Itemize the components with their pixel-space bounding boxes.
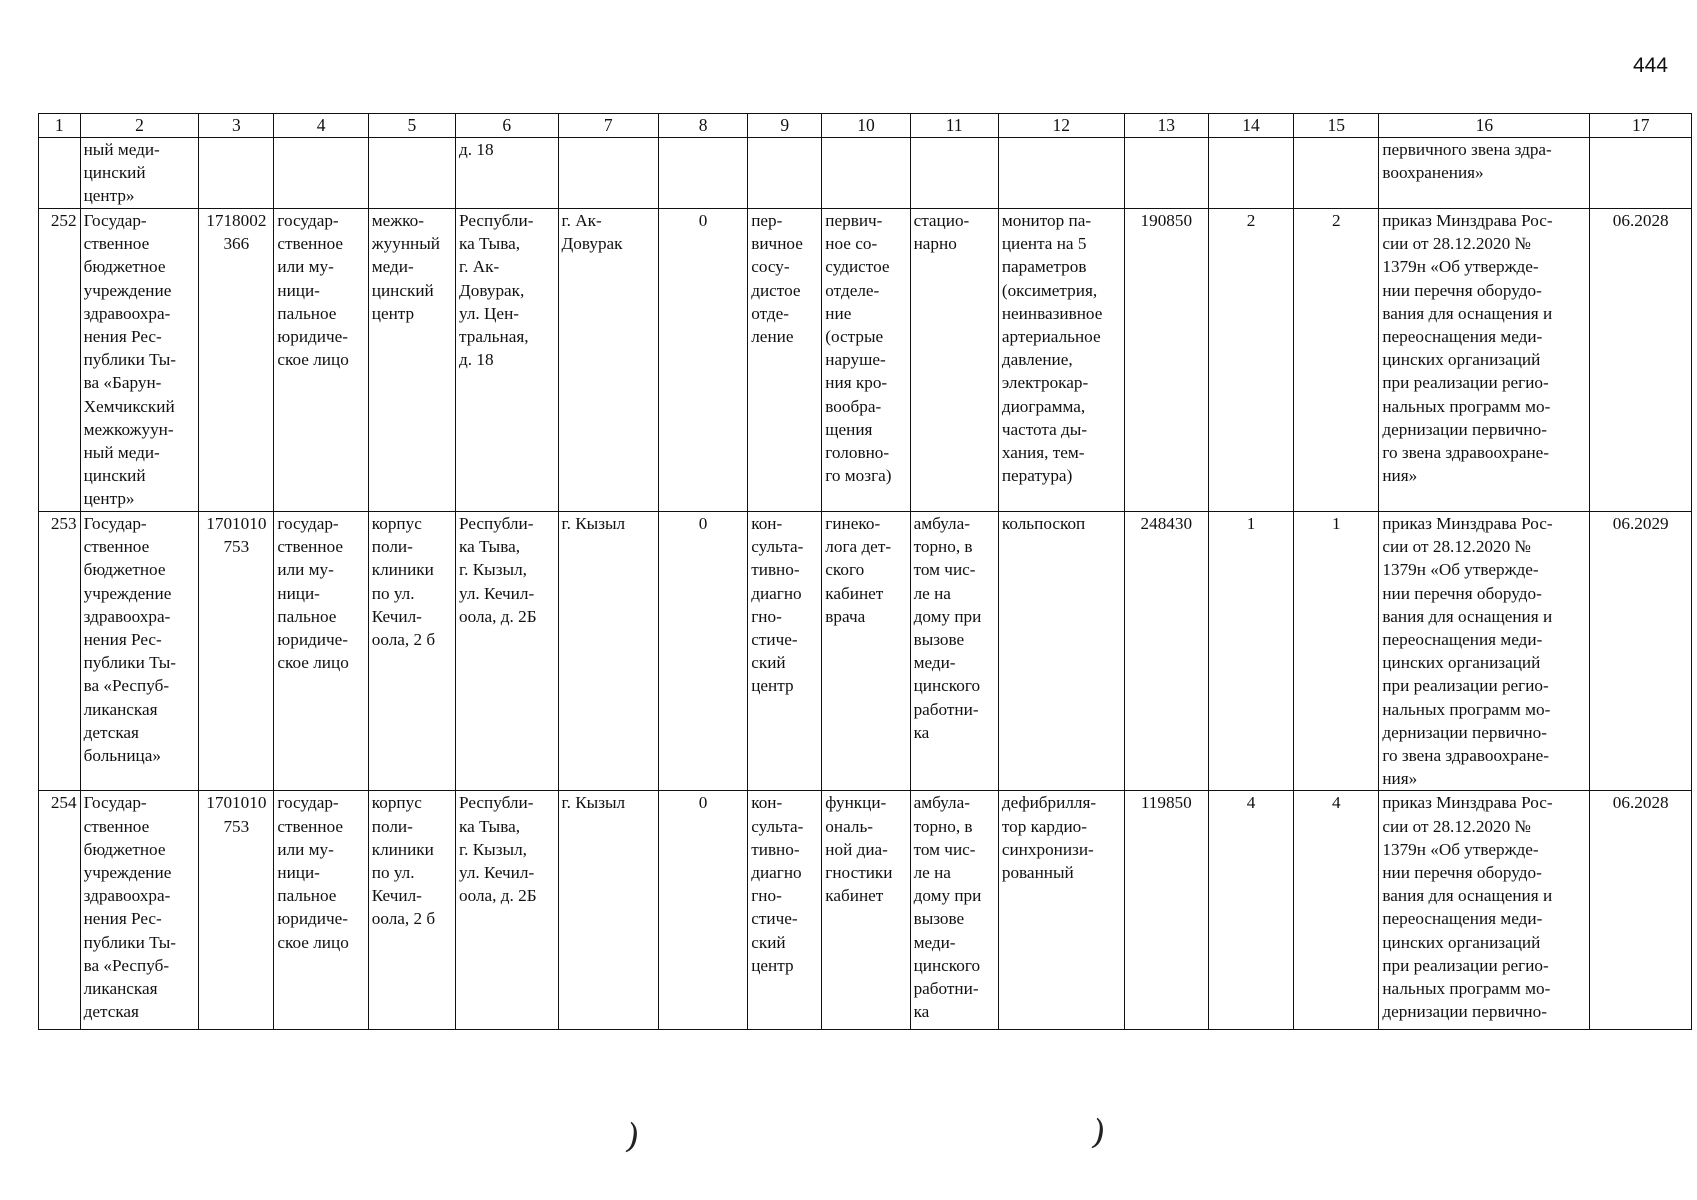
pen-mark: ) [1088,1112,1109,1154]
header-cell: 10 [822,114,910,138]
cell-unit [748,138,822,209]
cell-col8 [658,138,747,209]
cell-basis: приказ Минздрава Рос- сии от 28.12.2020 № 1379н «Об утвержде- нии перечня оборудо- вания для оснащения и переоснащения меди- цинских организаций при реализации регио- нальных программ мо- дернизации первично- го звена здравоохране- ния» [1379,512,1590,791]
table-row [39,138,1692,209]
header-cell: 17 [1590,114,1692,138]
header-cell: 16 [1379,114,1590,138]
cell-subdivision: межко- жуунный меди- цинский центр [368,209,455,512]
cell-care-form: амбула- торно, в том чис- ле на дому при вызове меди- цинского работни- ка [910,791,998,1030]
cell-basis: первичного звена здра- воохранения» [1379,138,1590,209]
cell-basis: приказ Минздрава Рос- сии от 28.12.2020 № 1379н «Об утвержде- нии перечня оборудо- вания для оснащения и переоснащения меди- цинских организаций при реализации регио- нальных программ мо- дернизации первично- го звена здравоохране- ния» [1379,209,1590,512]
header-cell: 3 [199,114,274,138]
cell-locality [558,138,658,209]
header-cell: 5 [368,114,455,138]
cell-locality: г. Кызыл [558,512,658,791]
cell-equipment [998,138,1124,209]
cell-quantity-a: 1 [1208,512,1293,791]
cell-legal-form: государ- ственное или му- ници- пальное юридиче- ское лицо [274,209,368,512]
cell-address: Республи- ка Тыва, г. Кызыл, ул. Кечил- оола, д. 2Б [456,791,558,1030]
header-cell: 2 [80,114,199,138]
cell-legal-form: государ- ственное или му- ници- пальное юридиче- ское лицо [274,791,368,1030]
header-cell: 9 [748,114,822,138]
cell-quantity-b [1294,138,1379,209]
cell-address: Республи- ка Тыва, г. Ак- Довурак, ул. Цен- тральная, д. 18 [456,209,558,512]
cell-col8: 0 [658,512,747,791]
pen-mark: ) [622,1116,643,1158]
cell-equipment: кольпоскоп [998,512,1124,791]
cell-code: 248430 [1124,512,1208,791]
cell-department: функци- ональ- ной диа- гностики кабинет [822,791,910,1030]
cell-number [39,138,81,209]
cell-legal-form [274,138,368,209]
cell-care-form: амбула- торно, в том чис- ле на дому при вызове меди- цинского работни- ка [910,512,998,791]
cell-number: 253 [39,512,81,791]
cell-inn [199,138,274,209]
cell-department: гинеко- лога дет- ского кабинет врача [822,512,910,791]
cell-code: 190850 [1124,209,1208,512]
header-cell: 4 [274,114,368,138]
header-cell: 13 [1124,114,1208,138]
cell-subdivision: корпус поли- клиники по ул. Кечил- оола, 2 б [368,791,455,1030]
cell-col8: 0 [658,209,747,512]
header-cell: 7 [558,114,658,138]
header-cell: 1 [39,114,81,138]
cell-organization: Государ- ственное бюджетное учреждение здравоохра- нения Рес- публики Ты- ва «Барун- Хемчикский межкожуун- ный меди- цинский центр» [80,209,199,512]
cell-locality: г. Ак- Довурак [558,209,658,512]
cell-quantity-b: 2 [1294,209,1379,512]
cell-address: Республи- ка Тыва, г. Кызыл, ул. Кечил- оола, д. 2Б [456,512,558,791]
table-header-row [39,114,1692,138]
cell-legal-form: государ- ственное или му- ници- пальное юридиче- ское лицо [274,512,368,791]
cell-care-form: стацио- нарно [910,209,998,512]
page-number: 444 [1632,54,1668,77]
cell-subdivision [368,138,455,209]
cell-unit: кон- сульта- тивно- диагно гно- стиче- ский центр [748,512,822,791]
cell-unit: пер- вичное сосу- дистое отде- ление [748,209,822,512]
cell-subdivision: корпус поли- клиники по ул. Кечил- оола, 2 б [368,512,455,791]
cell-date: 06.2028 [1590,209,1692,512]
header-cell: 15 [1294,114,1379,138]
cell-quantity-b: 1 [1294,512,1379,791]
register-table [38,113,1692,1030]
cell-equipment: монитор па- циента на 5 параметров (оксиметрия, неинвазивное артериальное давление, электрокар- диограмма, частота ды- хания, тем- пература) [998,209,1124,512]
cell-department: первич- ное со- судистое отделе- ние (острые наруше- ния кро- вообра- щения головно- го мозга) [822,209,910,512]
cell-quantity-a: 4 [1208,791,1293,1030]
cell-quantity-a [1208,138,1293,209]
header-cell: 8 [658,114,747,138]
header-cell: 6 [456,114,558,138]
table-row [39,209,1692,512]
cell-address: д. 18 [456,138,558,209]
cell-date [1590,138,1692,209]
cell-col8: 0 [658,791,747,1030]
header-cell: 11 [910,114,998,138]
cell-unit: кон- сульта- тивно- диагно гно- стиче- ский центр [748,791,822,1030]
cell-basis: приказ Минздрава Рос- сии от 28.12.2020 № 1379н «Об утвержде- нии перечня оборудо- вания для оснащения и переоснащения меди- цинских организаций при реализации регио- нальных программ мо- дернизации первично- [1379,791,1590,1030]
cell-date: 06.2028 [1590,791,1692,1030]
header-cell: 12 [998,114,1124,138]
cell-code: 119850 [1124,791,1208,1030]
cell-organization: Государ- ственное бюджетное учреждение здравоохра- нения Рес- публики Ты- ва «Респуб- ликанская детская [80,791,199,1030]
cell-organization: ный меди- цинский центр» [80,138,199,209]
cell-inn: 1701010 753 [199,791,274,1030]
cell-care-form [910,138,998,209]
cell-date: 06.2029 [1590,512,1692,791]
cell-quantity-a: 2 [1208,209,1293,512]
table-row [39,512,1692,791]
cell-code [1124,138,1208,209]
cell-number: 254 [39,791,81,1030]
cell-organization: Государ- ственное бюджетное учреждение здравоохра- нения Рес- публики Ты- ва «Респуб- ликанская детская больница» [80,512,199,791]
cell-inn: 1701010 753 [199,512,274,791]
cell-quantity-b: 4 [1294,791,1379,1030]
cell-department [822,138,910,209]
header-cell: 14 [1208,114,1293,138]
cell-inn: 1718002 366 [199,209,274,512]
cell-locality: г. Кызыл [558,791,658,1030]
table-row [39,791,1692,1030]
cell-equipment: дефибрилля- тор кардио- синхронизи- рованный [998,791,1124,1030]
cell-number: 252 [39,209,81,512]
